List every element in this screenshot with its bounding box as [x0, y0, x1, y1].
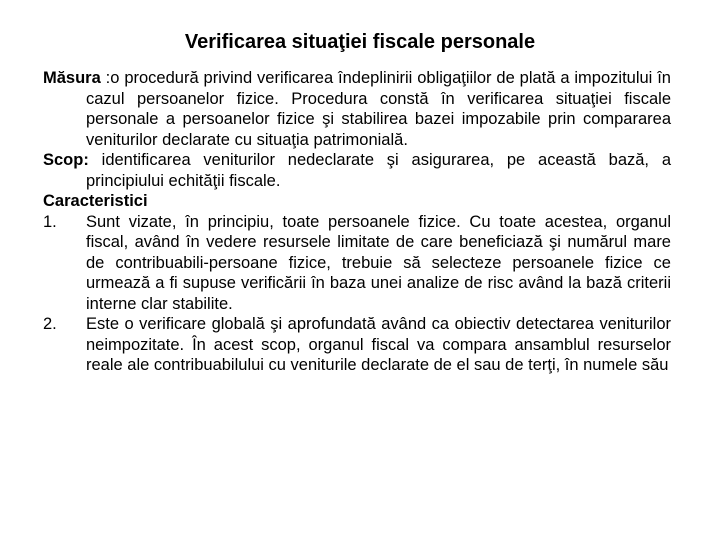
slide-content: [43, 68, 671, 376]
masura-paragraph: [43, 68, 671, 150]
scop-text: identificarea veniturilor nedeclarate şi asigurarea, pe această bază, a principiului echităţii fiscale.: [86, 151, 671, 190]
list-item: [43, 314, 671, 376]
scop-label: Scop:: [43, 151, 89, 169]
caracteristici-heading: Caracteristici: [43, 192, 148, 210]
masura-text: :o procedură privind verificarea îndeplinirii obligaţiilor de plată a impozitului în cazul persoanelor fizice. Procedura constă în verificarea situaţiei fiscale personale a persoanelor fizice şi stabilirea bazei impozabile prin compararea veniturilor declarate cu situaţia patrimonială.: [86, 69, 671, 149]
list-item-number: 2.: [43, 315, 57, 333]
list-item-number: 1.: [43, 212, 57, 231]
scop-paragraph: [43, 150, 671, 191]
list-item: [43, 212, 671, 315]
list-item-text: Sunt vizate, în principiu, toate persoanele fizice. Cu toate acestea, organul fiscal, având în vedere resursele limitate de care beneficiază şi numărul mare de contribuabili-persoane fizice, trebuie să selecteze persoanele fizice ce urmează a fi supuse verificării în baza unei analize de risc având la bază criterii interne clar stabilite.: [86, 212, 671, 313]
list-item-text: Este o verificare globală şi aprofundată având ca obiectiv detectarea veniturilor neimpozitate. În acest scop, organul fiscal va compara ansamblul resurselor reale ale contribuabilului cu veniturile declarate de el sau de terţi, în numele său: [86, 315, 671, 374]
masura-label: Măsura: [43, 69, 101, 87]
slide-title: Verificarea situaţiei fiscale personale: [184, 31, 536, 53]
